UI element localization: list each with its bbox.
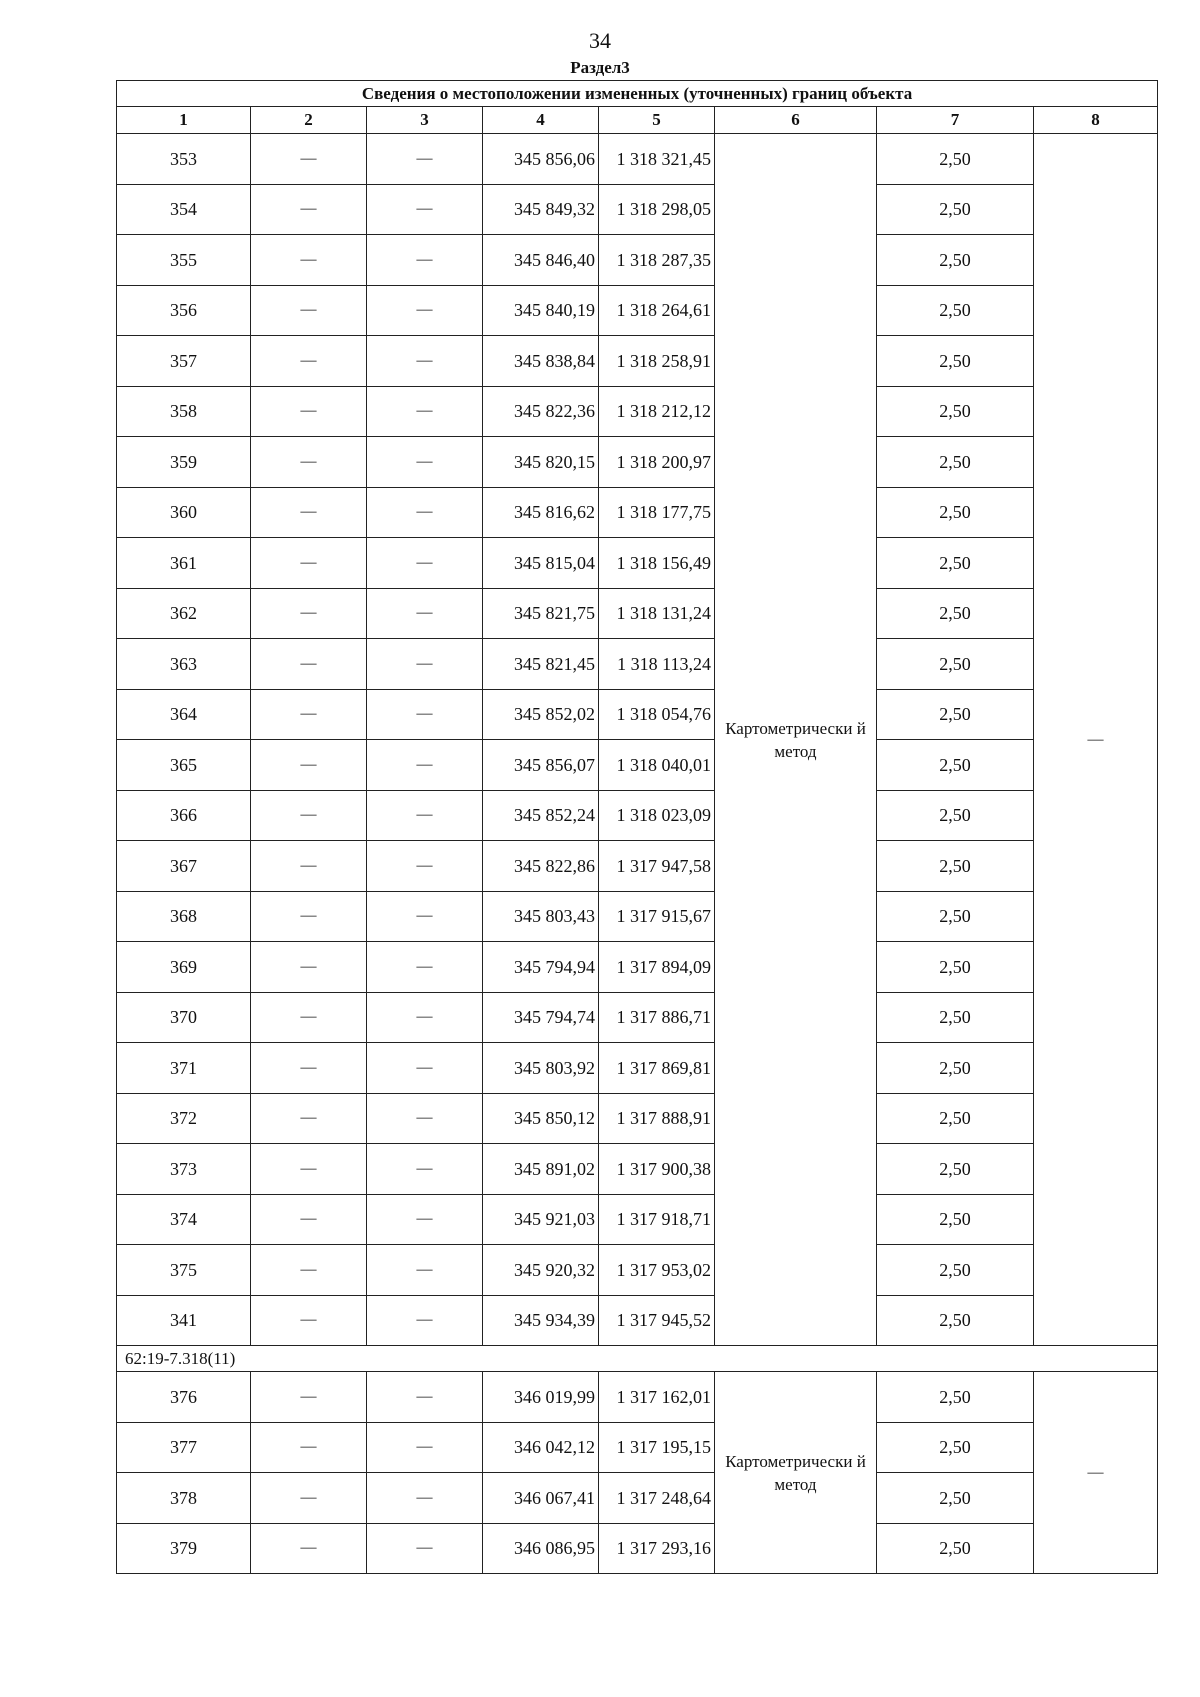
x-coordinate: 346 019,99 xyxy=(483,1372,599,1423)
x-coordinate: 346 086,95 xyxy=(483,1523,599,1574)
table-row xyxy=(117,285,1158,336)
accuracy-value: 2,50 xyxy=(877,538,1034,589)
point-number: 354 xyxy=(117,184,251,235)
col3-value: — xyxy=(367,1295,483,1346)
point-number: 358 xyxy=(117,386,251,437)
accuracy-value: 2,50 xyxy=(877,588,1034,639)
table-row xyxy=(117,1043,1158,1094)
point-number: 369 xyxy=(117,942,251,993)
col3-value: — xyxy=(367,1245,483,1296)
table-row xyxy=(117,740,1158,791)
column-number: 2 xyxy=(251,107,367,134)
table-row xyxy=(117,689,1158,740)
table-row xyxy=(117,639,1158,690)
point-number: 363 xyxy=(117,639,251,690)
col2-value: — xyxy=(251,740,367,791)
table-row xyxy=(117,184,1158,235)
x-coordinate: 345 849,32 xyxy=(483,184,599,235)
col2-value: — xyxy=(251,891,367,942)
boundary-coordinates-table xyxy=(116,80,1158,1574)
x-coordinate: 345 846,40 xyxy=(483,235,599,286)
col3-value: — xyxy=(367,1473,483,1524)
accuracy-value: 2,50 xyxy=(877,184,1034,235)
point-number: 370 xyxy=(117,992,251,1043)
col3-value: — xyxy=(367,689,483,740)
point-number: 364 xyxy=(117,689,251,740)
point-number: 357 xyxy=(117,336,251,387)
accuracy-value: 2,50 xyxy=(877,1523,1034,1574)
col3-value: — xyxy=(367,386,483,437)
point-number: 377 xyxy=(117,1422,251,1473)
accuracy-value: 2,50 xyxy=(877,1473,1034,1524)
point-number: 378 xyxy=(117,1473,251,1524)
x-coordinate: 345 856,06 xyxy=(483,134,599,185)
x-coordinate: 345 794,74 xyxy=(483,992,599,1043)
column-number: 8 xyxy=(1034,107,1158,134)
accuracy-value: 2,50 xyxy=(877,285,1034,336)
col3-value: — xyxy=(367,790,483,841)
accuracy-value: 2,50 xyxy=(877,1194,1034,1245)
table-row xyxy=(117,1295,1158,1346)
x-coordinate: 345 821,75 xyxy=(483,588,599,639)
y-coordinate: 1 318 298,05 xyxy=(599,184,715,235)
table-row xyxy=(117,942,1158,993)
column-number: 1 xyxy=(117,107,251,134)
col3-value: — xyxy=(367,1144,483,1195)
x-coordinate: 345 803,92 xyxy=(483,1043,599,1094)
y-coordinate: 1 317 953,02 xyxy=(599,1245,715,1296)
y-coordinate: 1 317 888,91 xyxy=(599,1093,715,1144)
y-coordinate: 1 318 054,76 xyxy=(599,689,715,740)
table-row xyxy=(117,891,1158,942)
x-coordinate: 345 820,15 xyxy=(483,437,599,488)
accuracy-value: 2,50 xyxy=(877,235,1034,286)
point-number: 361 xyxy=(117,538,251,589)
col3-value: — xyxy=(367,1523,483,1574)
col8-cell: — xyxy=(1034,134,1158,1346)
point-number: 372 xyxy=(117,1093,251,1144)
y-coordinate: 1 317 869,81 xyxy=(599,1043,715,1094)
y-coordinate: 1 317 915,67 xyxy=(599,891,715,942)
x-coordinate: 345 822,86 xyxy=(483,841,599,892)
col3-value: — xyxy=(367,891,483,942)
point-number: 371 xyxy=(117,1043,251,1094)
col2-value: — xyxy=(251,538,367,589)
y-coordinate: 1 317 162,01 xyxy=(599,1372,715,1423)
x-coordinate: 345 816,62 xyxy=(483,487,599,538)
table-row xyxy=(117,841,1158,892)
point-number: 366 xyxy=(117,790,251,841)
y-coordinate: 1 318 156,49 xyxy=(599,538,715,589)
accuracy-value: 2,50 xyxy=(877,1295,1034,1346)
y-coordinate: 1 317 886,71 xyxy=(599,992,715,1043)
table-row xyxy=(117,538,1158,589)
y-coordinate: 1 317 293,16 xyxy=(599,1523,715,1574)
point-number: 359 xyxy=(117,437,251,488)
col2-value: — xyxy=(251,386,367,437)
column-number: 7 xyxy=(877,107,1034,134)
x-coordinate: 345 838,84 xyxy=(483,336,599,387)
table-row xyxy=(117,487,1158,538)
y-coordinate: 1 318 321,45 xyxy=(599,134,715,185)
y-coordinate: 1 317 248,64 xyxy=(599,1473,715,1524)
page-number: 34 xyxy=(589,28,611,53)
col2-value: — xyxy=(251,235,367,286)
column-number: 4 xyxy=(483,107,599,134)
accuracy-value: 2,50 xyxy=(877,386,1034,437)
point-number: 353 xyxy=(117,134,251,185)
col2-value: — xyxy=(251,1194,367,1245)
col3-value: — xyxy=(367,639,483,690)
y-coordinate: 1 317 918,71 xyxy=(599,1194,715,1245)
column-number: 3 xyxy=(367,107,483,134)
y-coordinate: 1 317 945,52 xyxy=(599,1295,715,1346)
group-label: 62:19-7.318(11) xyxy=(117,1346,1158,1372)
accuracy-value: 2,50 xyxy=(877,1372,1034,1423)
point-number: 365 xyxy=(117,740,251,791)
col2-value: — xyxy=(251,336,367,387)
col2-value: — xyxy=(251,184,367,235)
table-row xyxy=(117,790,1158,841)
col2-value: — xyxy=(251,1422,367,1473)
accuracy-value: 2,50 xyxy=(877,639,1034,690)
col3-value: — xyxy=(367,1194,483,1245)
col3-value: — xyxy=(367,487,483,538)
y-coordinate: 1 318 287,35 xyxy=(599,235,715,286)
x-coordinate: 345 822,36 xyxy=(483,386,599,437)
accuracy-value: 2,50 xyxy=(877,841,1034,892)
x-coordinate: 345 850,12 xyxy=(483,1093,599,1144)
col3-value: — xyxy=(367,992,483,1043)
table-caption: Сведения о местоположении измененных (уточненных) границ объекта xyxy=(117,81,1158,107)
col2-value: — xyxy=(251,1473,367,1524)
col2-value: — xyxy=(251,992,367,1043)
accuracy-value: 2,50 xyxy=(877,1043,1034,1094)
table-row xyxy=(117,992,1158,1043)
x-coordinate: 345 794,94 xyxy=(483,942,599,993)
accuracy-value: 2,50 xyxy=(877,134,1034,185)
col2-value: — xyxy=(251,437,367,488)
y-coordinate: 1 317 900,38 xyxy=(599,1144,715,1195)
col3-value: — xyxy=(367,437,483,488)
accuracy-value: 2,50 xyxy=(877,487,1034,538)
y-coordinate: 1 318 023,09 xyxy=(599,790,715,841)
accuracy-value: 2,50 xyxy=(877,740,1034,791)
col3-value: — xyxy=(367,1422,483,1473)
table-row xyxy=(117,1194,1158,1245)
table-row xyxy=(117,437,1158,488)
y-coordinate: 1 318 177,75 xyxy=(599,487,715,538)
accuracy-value: 2,50 xyxy=(877,942,1034,993)
x-coordinate: 346 042,12 xyxy=(483,1422,599,1473)
accuracy-value: 2,50 xyxy=(877,790,1034,841)
x-coordinate: 346 067,41 xyxy=(483,1473,599,1524)
accuracy-value: 2,50 xyxy=(877,1144,1034,1195)
y-coordinate: 1 318 212,12 xyxy=(599,386,715,437)
col2-value: — xyxy=(251,134,367,185)
accuracy-value: 2,50 xyxy=(877,437,1034,488)
table-row xyxy=(117,1473,1158,1524)
point-number: 375 xyxy=(117,1245,251,1296)
col2-value: — xyxy=(251,285,367,336)
col2-value: — xyxy=(251,639,367,690)
y-coordinate: 1 318 200,97 xyxy=(599,437,715,488)
point-number: 360 xyxy=(117,487,251,538)
accuracy-value: 2,50 xyxy=(877,336,1034,387)
point-number: 367 xyxy=(117,841,251,892)
point-number: 374 xyxy=(117,1194,251,1245)
accuracy-value: 2,50 xyxy=(877,1422,1034,1473)
x-coordinate: 345 852,02 xyxy=(483,689,599,740)
x-coordinate: 345 815,04 xyxy=(483,538,599,589)
col3-value: — xyxy=(367,1372,483,1423)
y-coordinate: 1 318 258,91 xyxy=(599,336,715,387)
column-number: 5 xyxy=(599,107,715,134)
x-coordinate: 345 840,19 xyxy=(483,285,599,336)
table-row xyxy=(117,1144,1158,1195)
accuracy-value: 2,50 xyxy=(877,689,1034,740)
column-number: 6 xyxy=(715,107,877,134)
y-coordinate: 1 317 195,15 xyxy=(599,1422,715,1473)
col2-value: — xyxy=(251,1144,367,1195)
point-number: 379 xyxy=(117,1523,251,1574)
point-number: 373 xyxy=(117,1144,251,1195)
col3-value: — xyxy=(367,841,483,892)
table-row xyxy=(117,1523,1158,1574)
y-coordinate: 1 318 264,61 xyxy=(599,285,715,336)
col2-value: — xyxy=(251,841,367,892)
col3-value: — xyxy=(367,1093,483,1144)
y-coordinate: 1 318 113,24 xyxy=(599,639,715,690)
accuracy-value: 2,50 xyxy=(877,1245,1034,1296)
col3-value: — xyxy=(367,538,483,589)
x-coordinate: 345 852,24 xyxy=(483,790,599,841)
col8-cell: — xyxy=(1034,1372,1158,1574)
col2-value: — xyxy=(251,1043,367,1094)
x-coordinate: 345 856,07 xyxy=(483,740,599,791)
col2-value: — xyxy=(251,1372,367,1423)
y-coordinate: 1 317 947,58 xyxy=(599,841,715,892)
col2-value: — xyxy=(251,942,367,993)
col2-value: — xyxy=(251,487,367,538)
col3-value: — xyxy=(367,285,483,336)
y-coordinate: 1 317 894,09 xyxy=(599,942,715,993)
x-coordinate: 345 920,32 xyxy=(483,1245,599,1296)
accuracy-value: 2,50 xyxy=(877,1093,1034,1144)
point-number: 341 xyxy=(117,1295,251,1346)
point-number: 376 xyxy=(117,1372,251,1423)
col3-value: — xyxy=(367,235,483,286)
col2-value: — xyxy=(251,1523,367,1574)
table-row xyxy=(117,588,1158,639)
table-row xyxy=(117,1422,1158,1473)
table-row xyxy=(117,1245,1158,1296)
table-row xyxy=(117,336,1158,387)
point-number: 355 xyxy=(117,235,251,286)
col2-value: — xyxy=(251,588,367,639)
group-label-row xyxy=(117,1346,1158,1372)
col3-value: — xyxy=(367,336,483,387)
col3-value: — xyxy=(367,588,483,639)
accuracy-value: 2,50 xyxy=(877,992,1034,1043)
column-number-row xyxy=(117,107,1158,134)
y-coordinate: 1 318 040,01 xyxy=(599,740,715,791)
x-coordinate: 345 891,02 xyxy=(483,1144,599,1195)
method-cell: Картометрически й метод xyxy=(715,1372,877,1574)
x-coordinate: 345 921,03 xyxy=(483,1194,599,1245)
col3-value: — xyxy=(367,740,483,791)
col3-value: — xyxy=(367,134,483,185)
x-coordinate: 345 803,43 xyxy=(483,891,599,942)
table-row xyxy=(117,386,1158,437)
y-coordinate: 1 318 131,24 xyxy=(599,588,715,639)
col2-value: — xyxy=(251,1295,367,1346)
col2-value: — xyxy=(251,1093,367,1144)
x-coordinate: 345 821,45 xyxy=(483,639,599,690)
col3-value: — xyxy=(367,942,483,993)
col2-value: — xyxy=(251,689,367,740)
point-number: 368 xyxy=(117,891,251,942)
point-number: 356 xyxy=(117,285,251,336)
table-row xyxy=(117,1372,1158,1423)
col3-value: — xyxy=(367,1043,483,1094)
col2-value: — xyxy=(251,790,367,841)
table-row xyxy=(117,134,1158,185)
point-number: 362 xyxy=(117,588,251,639)
accuracy-value: 2,50 xyxy=(877,891,1034,942)
x-coordinate: 345 934,39 xyxy=(483,1295,599,1346)
section-title: Раздел3 xyxy=(570,58,630,77)
col3-value: — xyxy=(367,184,483,235)
table-row xyxy=(117,235,1158,286)
table-row xyxy=(117,1093,1158,1144)
method-cell: Картометрически й метод xyxy=(715,134,877,1346)
col2-value: — xyxy=(251,1245,367,1296)
